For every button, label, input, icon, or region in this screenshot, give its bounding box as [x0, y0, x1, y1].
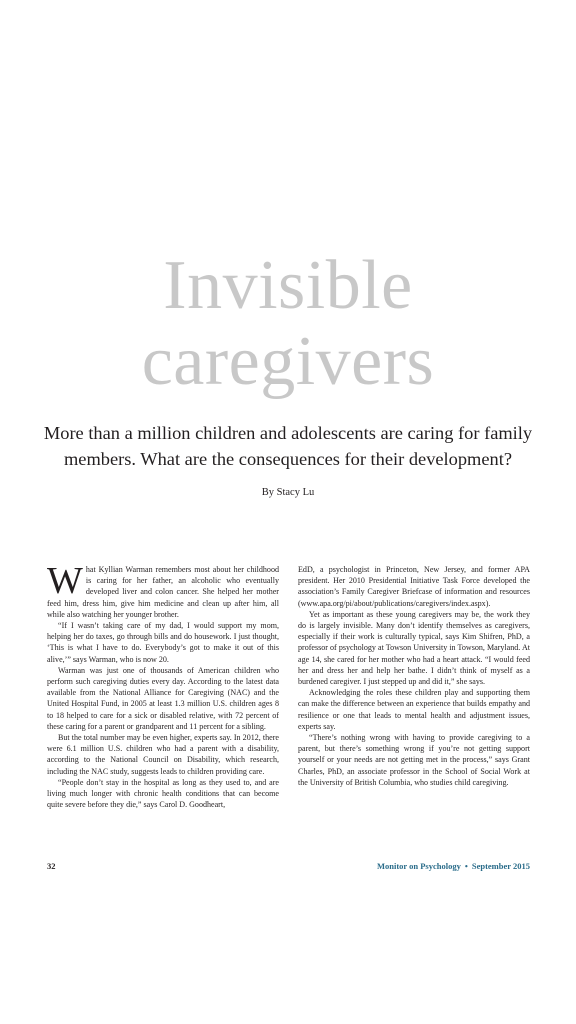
drop-cap: W — [47, 560, 83, 602]
article-deck: More than a million children and adolescents are caring for family members. What are the consequences for their development? — [43, 423, 533, 469]
page-number: 32 — [47, 861, 56, 871]
paragraph — [47, 560, 279, 620]
paragraph-text: hat Kyllian Warman remembers most about her childhood is caring for her father, an alcoholic who eventually developed liver and colon cancer. She helped her mother feed him, dress him, give him medicine and clean up after him, all while also watching her younger brother. — [47, 565, 279, 619]
footer-separator: • — [464, 861, 468, 871]
body-column-left — [47, 560, 279, 810]
publication-footer — [377, 861, 530, 872]
paragraph: “There’s nothing wrong with having to provide caregiving to a parent, but there’s something wrong if you’re not getting support yourself or your needs are not getting met in the process,” says Grant Charles, PhD, an associate professor in the School of Social Work at the University of British Columbia, who studies child caregiving. — [298, 733, 530, 787]
byline: By Stacy Lu — [261, 487, 315, 498]
paragraph: “People don’t stay in the hospital as long as they used to, and are living much longer with chronic health conditions that can become quite severe before they die,” says Carol D. Goodheart, — [47, 777, 279, 810]
title-line-1: Invisible — [163, 247, 413, 324]
publication-name: Monitor on Psychology — [376, 861, 461, 871]
issue-date: September 2015 — [471, 861, 530, 871]
paragraph: Yet as important as these young caregivers may be, the work they do is largely invisible. Many don’t identify themselves as caregivers, especially if their work is culturally typical, says Kim Shifren, PhD, a professor of psychology at Towson University in Towson, Maryland. At age 14, she cared for her mother who had a heart attack. “I would feed her and dress her and help her bathe. I didn’t think of myself as a burdened caregiver. I just stepped up and did it,” she says. — [298, 609, 530, 687]
paragraph: “If I wasn’t taking care of my dad, I would support my mom, helping her do taxes, go through bills and do housework. I just thought, ‘This is what I have to do. Everybody’s got to make it out of this alive,’” says Warman, who is now 20. — [47, 621, 279, 664]
title-line-2: caregivers — [141, 323, 435, 400]
paragraph: But the total number may be even higher, experts say. In 2012, there were 6.1 million U.S. children who had a parent with a disability, according to the National Council on Disability, which research, including the NAC study, suggests leads to children providing care. — [47, 733, 279, 776]
paragraph: Acknowledging the roles these children play and supporting them can make the difference between an experience that builds empathy and resilience or one that leads to mental health and adjustment issues, experts say. — [298, 688, 530, 731]
body-column-right — [298, 564, 530, 788]
paragraph: EdD, a psychologist in Princeton, New Jersey, and former APA president. Her 2010 Presidential Initiative Task Force developed the association’s Family Caregiver Briefcase of information and resources (www.apa.org/pi/about/publications/caregivers/index.aspx). — [298, 565, 530, 608]
article-title — [0, 248, 576, 400]
paragraph: Warman was just one of thousands of American children who perform such caregiving duties every day. According to the latest data available from the National Alliance for Caregiving (NAC) and the United Hospital Fund, in 2005 at least 1.3 million U.S. children ages 8 to 18 helped to care for a sick or disabled relative, with 72 percent of these caring for a parent or grandparent and 11 percent for a sibling. — [47, 665, 279, 731]
